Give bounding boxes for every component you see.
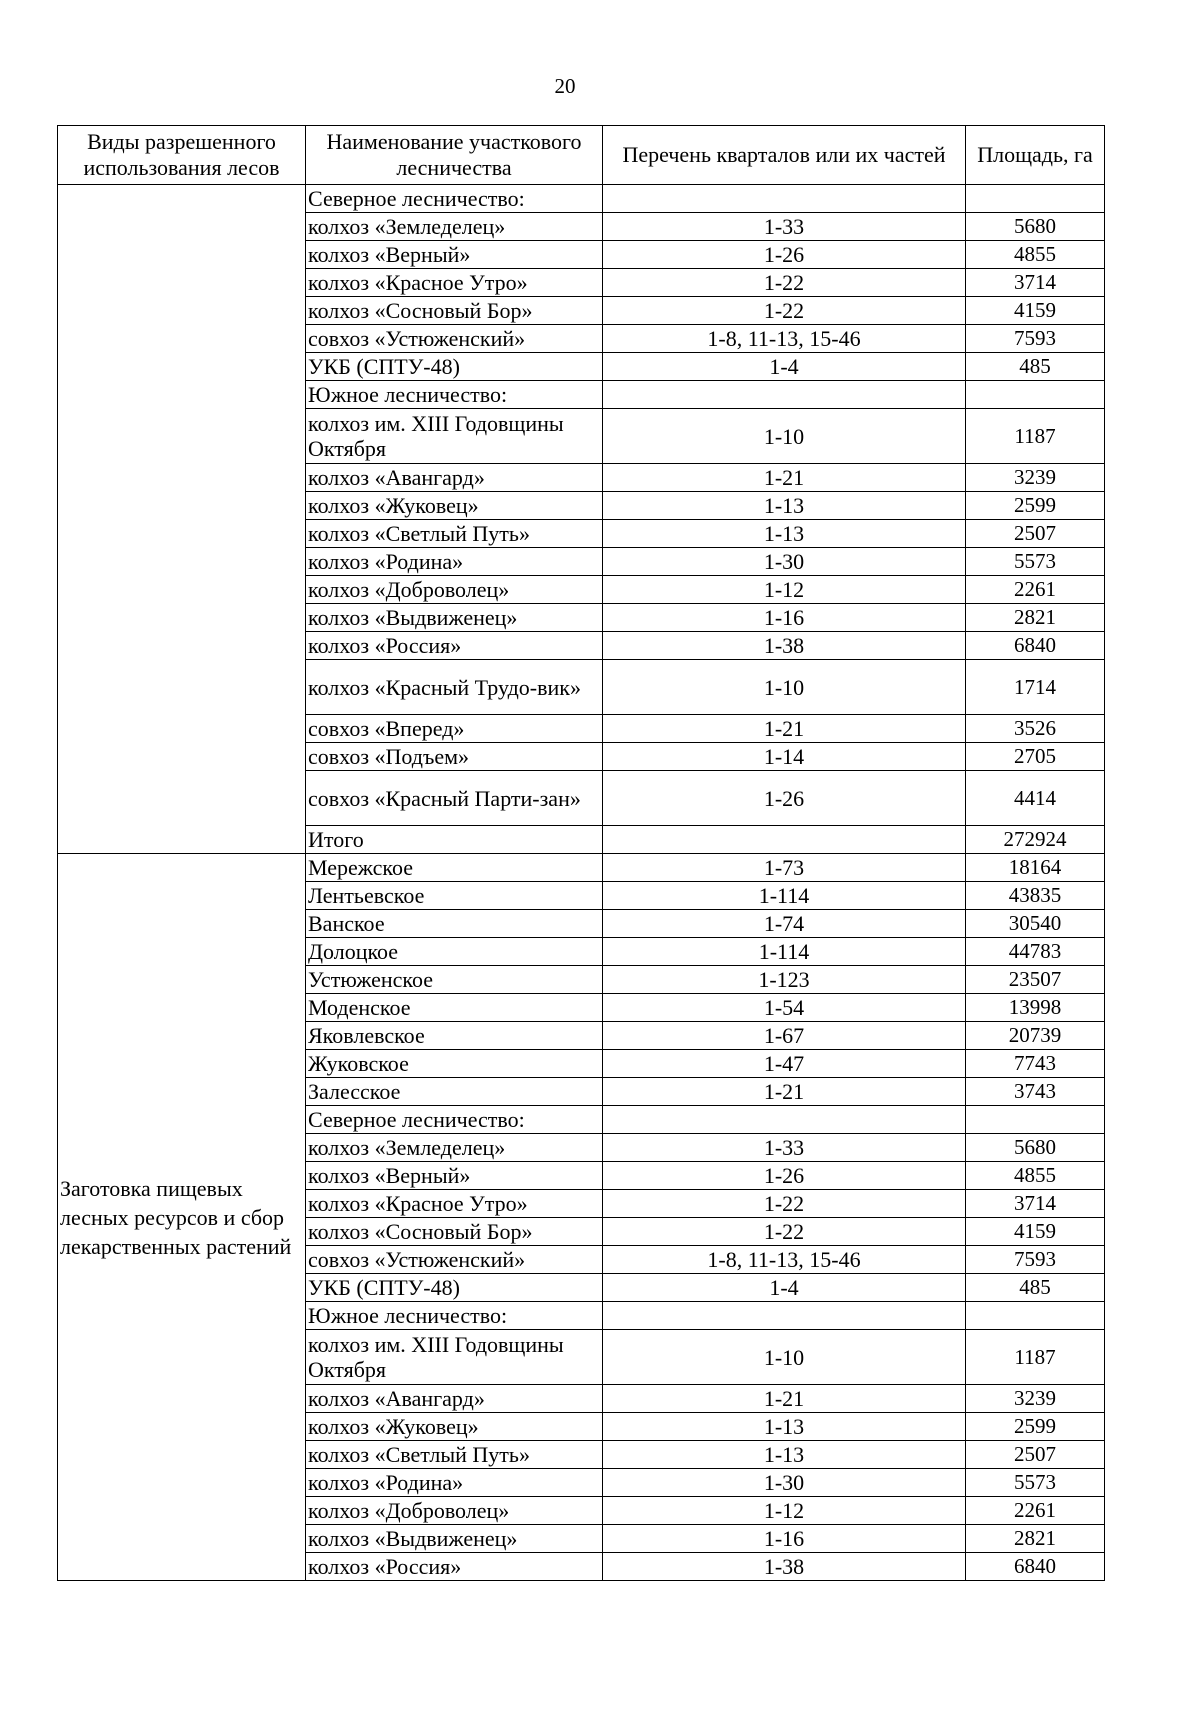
quarters-cell: 1-4 — [603, 353, 966, 381]
quarters-cell: 1-114 — [603, 882, 966, 910]
area-cell: 43835 — [966, 882, 1105, 910]
forestry-name-cell: колхоз «Выдвиженец» — [306, 1525, 603, 1553]
forestry-name-cell: колхоз «Земледелец» — [306, 1134, 603, 1162]
area-cell: 2599 — [966, 1413, 1105, 1441]
quarters-cell — [603, 826, 966, 854]
quarters-cell: 1-12 — [603, 1497, 966, 1525]
area-cell: 2507 — [966, 520, 1105, 548]
quarters-cell: 1-26 — [603, 241, 966, 269]
quarters-cell: 1-21 — [603, 464, 966, 492]
forestry-name-cell: Долоцкое — [306, 938, 603, 966]
quarters-cell: 1-30 — [603, 548, 966, 576]
area-cell — [966, 1106, 1105, 1134]
quarters-cell: 1-8, 11-13, 15-46 — [603, 1246, 966, 1274]
quarters-cell: 1-14 — [603, 743, 966, 771]
forestry-name-cell: совхоз «Красный Парти-зан» — [306, 771, 603, 826]
quarters-cell: 1-22 — [603, 1190, 966, 1218]
area-cell: 18164 — [966, 854, 1105, 882]
forestry-name-cell: колхоз им. XIII Годовщины Октября — [306, 1330, 603, 1385]
quarters-cell: 1-4 — [603, 1274, 966, 1302]
area-cell: 3239 — [966, 1385, 1105, 1413]
forestry-name-cell: Моденское — [306, 994, 603, 1022]
forestry-name-cell: колхоз «Выдвиженец» — [306, 604, 603, 632]
area-cell: 4159 — [966, 1218, 1105, 1246]
area-cell: 3743 — [966, 1078, 1105, 1106]
area-cell: 2261 — [966, 576, 1105, 604]
area-cell — [966, 1302, 1105, 1330]
area-cell: 7593 — [966, 325, 1105, 353]
forest-use-table — [57, 125, 1105, 1581]
quarters-cell: 1-33 — [603, 213, 966, 241]
area-cell: 44783 — [966, 938, 1105, 966]
forestry-name-cell: колхоз «Россия» — [306, 1553, 603, 1581]
forestry-name-cell: колхоз «Светлый Путь» — [306, 520, 603, 548]
forestry-name-cell: УКБ (СПТУ-48) — [306, 1274, 603, 1302]
area-cell: 485 — [966, 353, 1105, 381]
forestry-name-cell: Южное лесничество: — [306, 381, 603, 409]
forestry-name-cell: совхоз «Вперед» — [306, 715, 603, 743]
quarters-cell: 1-12 — [603, 576, 966, 604]
area-cell: 2705 — [966, 743, 1105, 771]
forestry-name-cell: Яковлевское — [306, 1022, 603, 1050]
area-cell: 5680 — [966, 213, 1105, 241]
area-cell — [966, 185, 1105, 213]
forestry-name-cell: колхоз «Доброволец» — [306, 1497, 603, 1525]
forestry-name-cell: Устюженское — [306, 966, 603, 994]
quarters-cell: 1-13 — [603, 492, 966, 520]
table-header-row — [58, 126, 1105, 185]
quarters-cell — [603, 381, 966, 409]
forestry-name-cell: Жуковское — [306, 1050, 603, 1078]
area-cell: 3714 — [966, 1190, 1105, 1218]
forestry-name-cell: колхоз «Жуковец» — [306, 1413, 603, 1441]
area-cell: 2261 — [966, 1497, 1105, 1525]
quarters-cell: 1-10 — [603, 660, 966, 715]
area-cell: 30540 — [966, 910, 1105, 938]
area-cell: 1187 — [966, 1330, 1105, 1385]
quarters-cell: 1-22 — [603, 297, 966, 325]
quarters-cell: 1-38 — [603, 1553, 966, 1581]
header-area: Площадь, га — [966, 126, 1105, 185]
forestry-name-cell: колхоз «Родина» — [306, 1469, 603, 1497]
table-body — [58, 185, 1105, 1581]
use-type-cell: Заготовка пищевых лесных ресурсов и сбор лекарственных растений — [58, 854, 306, 1581]
quarters-cell: 1-10 — [603, 409, 966, 464]
forestry-name-cell: колхоз «Сосновый Бор» — [306, 297, 603, 325]
quarters-cell — [603, 1302, 966, 1330]
area-cell: 2821 — [966, 1525, 1105, 1553]
forestry-name-cell: колхоз им. XIII Годовщины Октября — [306, 409, 603, 464]
quarters-cell: 1-47 — [603, 1050, 966, 1078]
quarters-cell: 1-21 — [603, 715, 966, 743]
quarters-cell: 1-114 — [603, 938, 966, 966]
header-use-type: Виды разрешенного использования лесов — [58, 126, 306, 185]
quarters-cell: 1-73 — [603, 854, 966, 882]
forestry-name-cell: колхоз «Земледелец» — [306, 213, 603, 241]
quarters-cell: 1-26 — [603, 1162, 966, 1190]
forestry-name-cell: колхоз «Светлый Путь» — [306, 1441, 603, 1469]
area-cell: 485 — [966, 1274, 1105, 1302]
forestry-name-cell: колхоз «Жуковец» — [306, 492, 603, 520]
forestry-name-cell: совхоз «Устюженский» — [306, 325, 603, 353]
forestry-name-cell: колхоз «Авангард» — [306, 464, 603, 492]
forestry-name-cell: Северное лесничество: — [306, 185, 603, 213]
area-cell: 4855 — [966, 241, 1105, 269]
use-type-cell — [58, 185, 306, 854]
area-cell: 5573 — [966, 1469, 1105, 1497]
quarters-cell — [603, 1106, 966, 1134]
area-cell: 2599 — [966, 492, 1105, 520]
forestry-name-cell: колхоз «Красный Трудо-вик» — [306, 660, 603, 715]
forestry-name-cell: Мережское — [306, 854, 603, 882]
area-cell: 4159 — [966, 297, 1105, 325]
area-cell: 5680 — [966, 1134, 1105, 1162]
area-cell: 3714 — [966, 269, 1105, 297]
forestry-name-cell: Северное лесничество: — [306, 1106, 603, 1134]
forestry-name-cell: колхоз «Красное Утро» — [306, 269, 603, 297]
forestry-name-cell: колхоз «Верный» — [306, 1162, 603, 1190]
forestry-name-cell: совхоз «Подъем» — [306, 743, 603, 771]
quarters-cell: 1-22 — [603, 269, 966, 297]
quarters-cell: 1-16 — [603, 604, 966, 632]
quarters-cell: 1-30 — [603, 1469, 966, 1497]
quarters-cell: 1-16 — [603, 1525, 966, 1553]
area-cell: 4855 — [966, 1162, 1105, 1190]
forestry-name-cell: колхоз «Авангард» — [306, 1385, 603, 1413]
quarters-cell: 1-22 — [603, 1218, 966, 1246]
area-cell: 23507 — [966, 966, 1105, 994]
area-cell: 5573 — [966, 548, 1105, 576]
area-cell: 20739 — [966, 1022, 1105, 1050]
quarters-cell: 1-38 — [603, 632, 966, 660]
quarters-cell: 1-13 — [603, 1413, 966, 1441]
header-forestry-name: Наименование участкового лесничества — [306, 126, 603, 185]
area-cell: 2507 — [966, 1441, 1105, 1469]
area-cell: 3526 — [966, 715, 1105, 743]
forestry-name-cell: колхоз «Сосновый Бор» — [306, 1218, 603, 1246]
page-number: 20 — [554, 74, 576, 98]
area-cell: 6840 — [966, 1553, 1105, 1581]
forestry-name-cell: Ванское — [306, 910, 603, 938]
area-cell: 13998 — [966, 994, 1105, 1022]
quarters-cell: 1-13 — [603, 1441, 966, 1469]
header-quarters-list: Перечень кварталов или их частей — [603, 126, 966, 185]
quarters-cell: 1-54 — [603, 994, 966, 1022]
quarters-cell: 1-21 — [603, 1385, 966, 1413]
quarters-cell: 1-74 — [603, 910, 966, 938]
quarters-cell: 1-13 — [603, 520, 966, 548]
area-cell: 2821 — [966, 604, 1105, 632]
area-cell: 6840 — [966, 632, 1105, 660]
forestry-name-cell: совхоз «Устюженский» — [306, 1246, 603, 1274]
area-cell — [966, 381, 1105, 409]
quarters-cell: 1-33 — [603, 1134, 966, 1162]
area-cell: 7593 — [966, 1246, 1105, 1274]
area-cell: 3239 — [966, 464, 1105, 492]
forestry-name-cell: колхоз «Доброволец» — [306, 576, 603, 604]
area-cell: 1187 — [966, 409, 1105, 464]
quarters-cell: 1-67 — [603, 1022, 966, 1050]
table-row — [58, 854, 1105, 882]
forestry-name-cell: Южное лесничество: — [306, 1302, 603, 1330]
area-cell: 272924 — [966, 826, 1105, 854]
quarters-cell — [603, 185, 966, 213]
forestry-name-cell: колхоз «Красное Утро» — [306, 1190, 603, 1218]
forestry-name-cell: колхоз «Верный» — [306, 241, 603, 269]
quarters-cell: 1-123 — [603, 966, 966, 994]
area-cell: 1714 — [966, 660, 1105, 715]
forestry-name-cell: Лентьевское — [306, 882, 603, 910]
forestry-name-cell: Залесское — [306, 1078, 603, 1106]
forestry-name-cell: колхоз «Россия» — [306, 632, 603, 660]
table-row — [58, 185, 1105, 213]
area-cell: 7743 — [966, 1050, 1105, 1078]
quarters-cell: 1-10 — [603, 1330, 966, 1385]
forestry-name-cell: колхоз «Родина» — [306, 548, 603, 576]
area-cell: 4414 — [966, 771, 1105, 826]
quarters-cell: 1-26 — [603, 771, 966, 826]
quarters-cell: 1-21 — [603, 1078, 966, 1106]
forestry-name-cell: УКБ (СПТУ-48) — [306, 353, 603, 381]
forestry-name-cell: Итого — [306, 826, 603, 854]
quarters-cell: 1-8, 11-13, 15-46 — [603, 325, 966, 353]
